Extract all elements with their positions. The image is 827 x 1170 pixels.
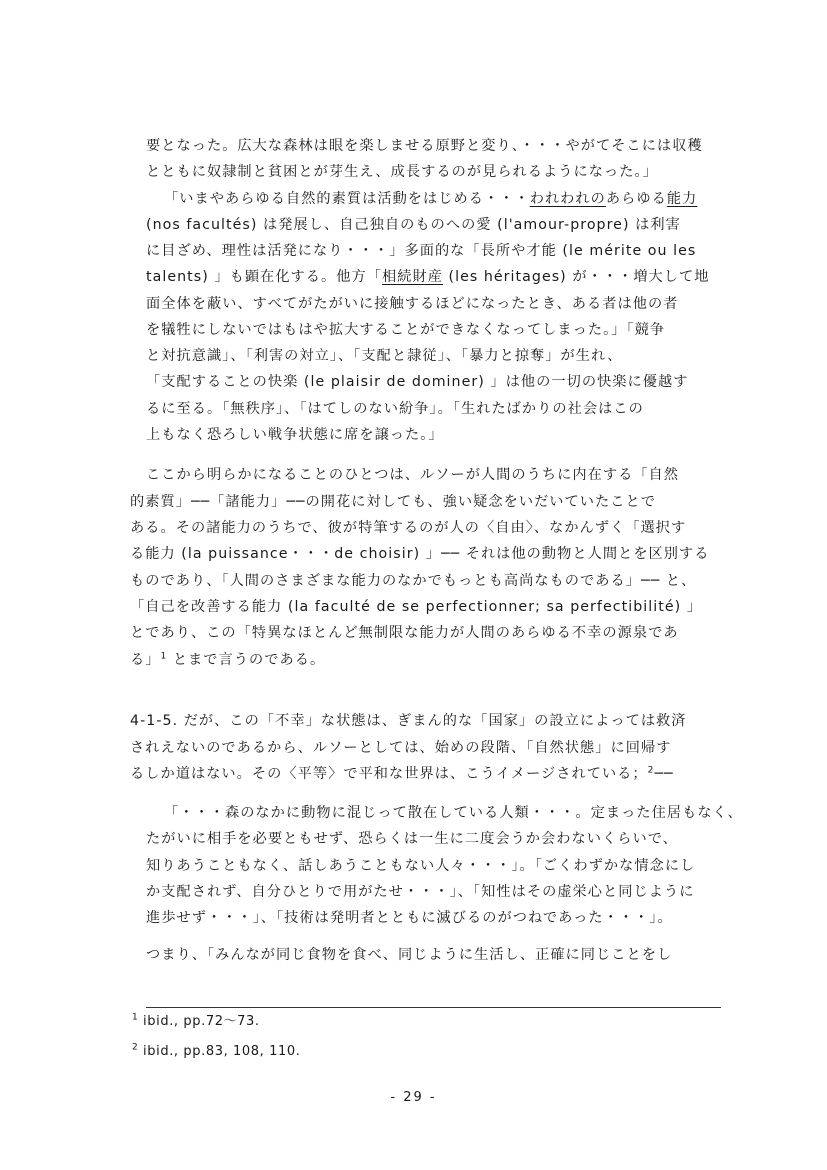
- section-line: されえないのであるから、ルソーとしては、始めの段階、「自然状態」に回帰す: [130, 740, 672, 756]
- quote-line: に目ざめ、理性は活発になり・・・」多面的な「長所や才能 (le mérite ou les: [146, 243, 697, 259]
- footnote-divider: [146, 1007, 721, 1008]
- section-text: るしか道はない。その〈平等〉で平和な世界は、こうイメージされている；: [130, 766, 648, 782]
- underlined-text: 能力: [666, 191, 698, 207]
- quote-line: と対抗意識」、「利害の対立」、「支配と隷従」、「暴力と掠奪」が生れ、: [146, 348, 623, 364]
- footnote-ref: 2: [647, 765, 655, 776]
- underlined-text: われわれの: [529, 191, 606, 207]
- footnote-text: ibid., pp.72〜73.: [138, 1014, 260, 1029]
- footnote: [132, 1044, 300, 1060]
- quote-line: を犠牲にしないではもはや拡大することができなくなってしまった。」「競争: [146, 322, 666, 338]
- quote-line: 進歩せず・・・」、「技術は発明者とともに滅びるのがつねであった・・・」。: [146, 910, 673, 926]
- footnote-ref: 1: [160, 651, 168, 662]
- quote-text: 「いまやあらゆる自然的素質は活動をはじめる・・・: [164, 191, 530, 207]
- quote-line: 「・・・森のなかに動物に混じって散在している人類・・・。定まった住居もなく、: [164, 805, 743, 821]
- quote-line: [164, 190, 697, 208]
- section-line: 4-1-5. だが、この「不幸」な状態は、ぎまん的な「国家」の設立によっては救済: [130, 713, 687, 729]
- quote-line: (nos facultés) は発展し、自己独自のものへの愛 (l'amour-propre) は利害: [146, 217, 681, 233]
- footnote-number: 2: [132, 1042, 139, 1053]
- footnote-text: ibid., pp.83, 108, 110.: [138, 1044, 301, 1059]
- paragraph-line: 「自己を改善する能力 (la faculté de se perfectionner; sa perfectibilité) 」: [130, 599, 703, 615]
- quote-text: あらゆる: [605, 191, 667, 207]
- quote-line: るに至る。「無秩序」、「はてしのない紛争」。「生れたばかりの社会はこの: [146, 401, 644, 417]
- paragraph-line: ある。その諸能力のうちで、彼が特筆するのが人の〈自由〉、なかんずく「選択す: [130, 520, 687, 536]
- section-line: [130, 765, 674, 783]
- quote-text: (les héritages) が・・・増大して地: [442, 269, 710, 285]
- paragraph-line: 的素質」──「諸能力」──の開花に対しても、強い疑念をいだいていたことで: [130, 494, 656, 510]
- paragraph-text: とまで言うのである。: [167, 652, 326, 668]
- paragraph-text: る」: [130, 652, 161, 668]
- quote-line: 「支配することの快楽 (le plaisir de dominer) 」は他の一切の快楽に優越す: [146, 374, 689, 390]
- quote-text: talents) 」も顕在化する。他方「: [146, 269, 382, 285]
- quote-line: 上もなく恐ろしい戦争状態に席を譲った。」: [146, 427, 444, 443]
- quote-line: 面全体を蔽い、すべてがたがいに接触するほどになったとき、ある者は他の者: [146, 296, 679, 312]
- text-line: 要となった。広大な森林は眼を楽しませる原野と変り、・・・やがてそこには収穫: [146, 138, 703, 154]
- quote-line: 知りあうこともなく、話しあうこともない人々・・・」。「ごくわずかな情念にし: [146, 858, 696, 874]
- paragraph-line: ものであり、「人間のさまざまな能力のなかでもっとも高尚なものである」── と、: [130, 573, 697, 589]
- paragraph-line: [130, 651, 325, 669]
- underlined-text: 相続財産: [381, 269, 443, 285]
- quote-line: たがいに相手を必要ともせず、恐らくは一生に二度会うか会わないくらいで、: [146, 831, 678, 847]
- quote-line: か支配されず、自分ひとりで用がたせ・・・」、「知性はその虚栄心と同じように: [146, 884, 695, 900]
- quote-line: [146, 268, 709, 286]
- paragraph-line: つまり、「みんなが同じ食物を食べ、同じように生活し、正確に同じことをし: [146, 947, 673, 963]
- footnote: [132, 1014, 260, 1030]
- paragraph-line: ここから明らかになることのひとつは、ルソーが人間のうちに内在する「自然: [146, 467, 680, 483]
- section-text: ──: [654, 766, 674, 782]
- paragraph-line: る能力 (la puissance・・・de choisir) 」── それは他の動物と人間とを区別する: [130, 546, 710, 562]
- footnote-number: 1: [132, 1012, 139, 1023]
- paragraph-line: とであり、この「特異なほとんど無制限な能力が人間のあらゆる不幸の源泉であ: [130, 625, 679, 641]
- text-line: とともに奴隷制と貧困とが芽生え、成長するのが見られるようになった。」: [146, 164, 658, 180]
- page-number: - 29 -: [390, 1090, 437, 1105]
